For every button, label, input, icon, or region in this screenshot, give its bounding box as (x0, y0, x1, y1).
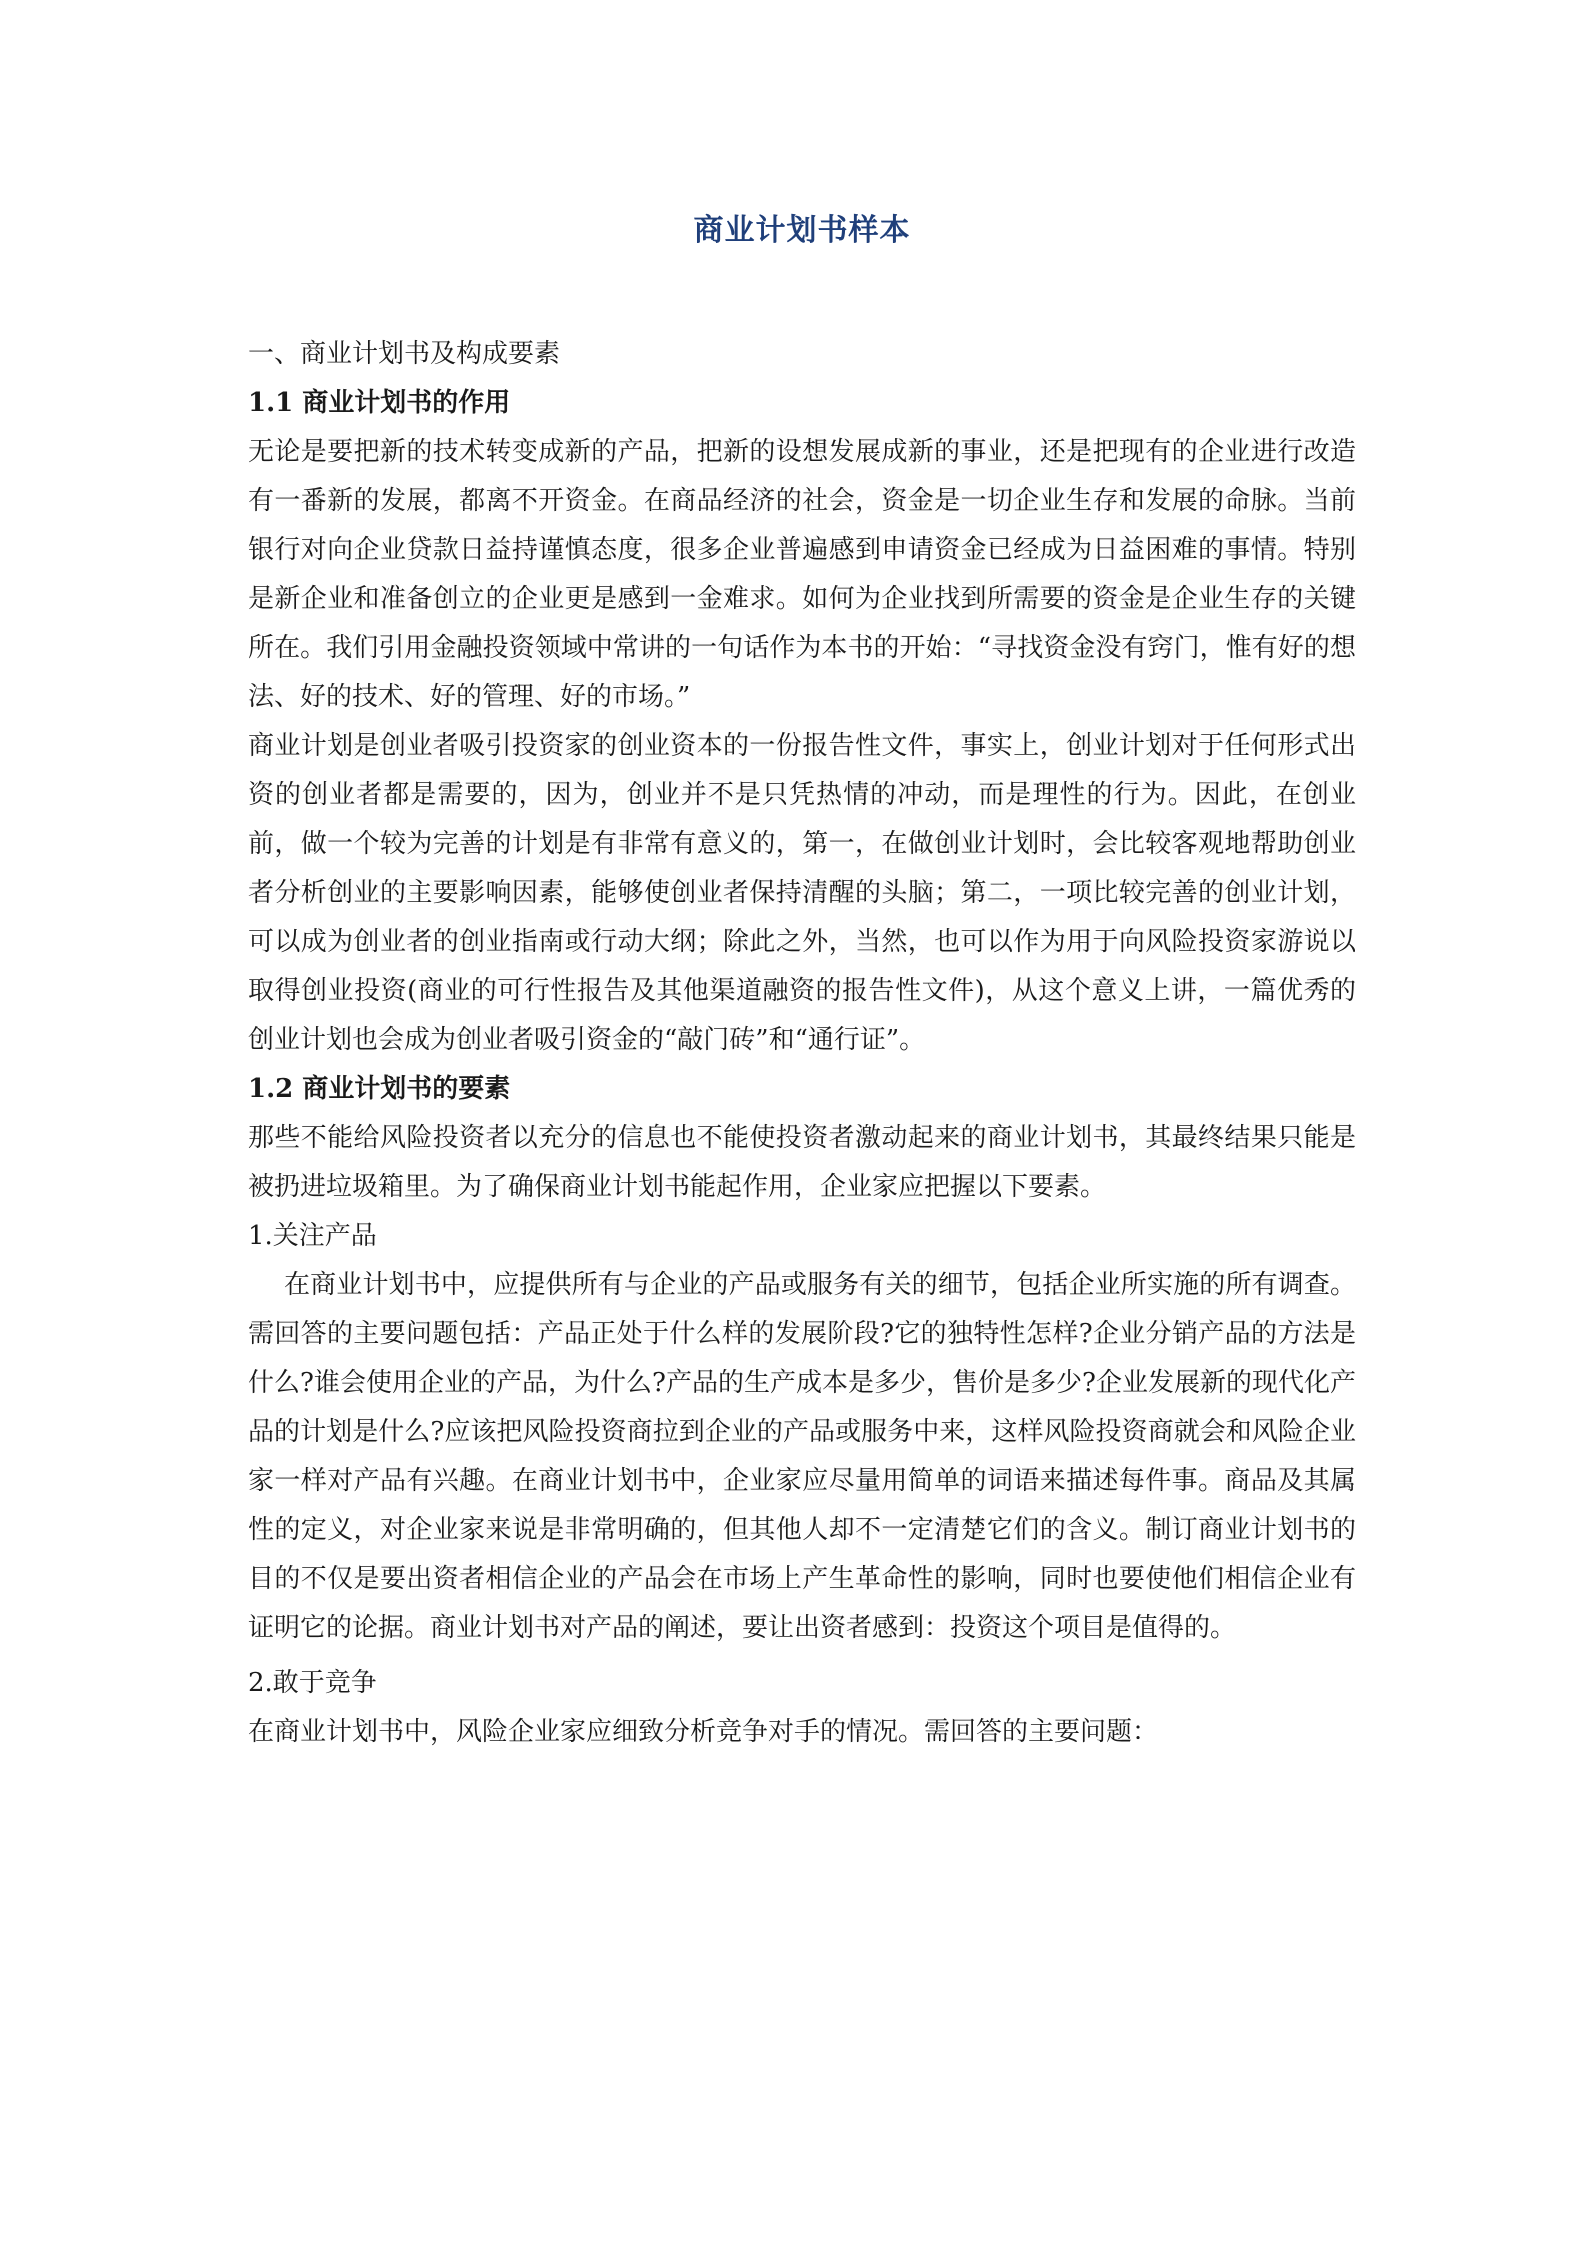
item-heading-1: 1.关注产品 (248, 1221, 377, 1251)
paragraph-item-1: 在商业计划书中，应提供所有与企业的产品或服务有关的细节，包括企业所实施的所有调查。需回答的主要问题包括：产品正处于什么样的发展阶段?它的独特性怎样?企业分销产品的方法是什么?谁会使用企业的产品，为什么?产品的生产成本是多少，售价是多少?企业发展新的现代化产品的计划是什么?应该把风险投资商拉到企业的产品或服务中来，这样风险投资商就会和风险企业家一样对产品有兴趣。在商业计划书中，企业家应尽量用简单的词语来描述每件事。商品及其属性的定义，对企业家来说是非常明确的，但其他人却不一定清楚它们的含义。制订商业计划书的目的不仅是要出资者相信企业的产品会在市场上产生革命性的影响，同时也要使他们相信企业有证明它的论据。商业计划书对产品的阐述，要让出资者感到：投资这个项目是值得的。 (248, 1270, 1356, 1643)
paragraph-item-2: 在商业计划书中，风险企业家应细致分析竞争对手的情况。需回答的主要问题： (248, 1717, 1159, 1747)
paragraph-1-1-a: 无论是要把新的技术转变成新的产品，把新的设想发展成新的事业，还是把现有的企业进行改造有一番新的发展，都离不开资金。在商品经济的社会，资金是一切企业生存和发展的命脉。当前银行对向企业贷款日益持谨慎态度，很多企业普遍感到申请资金已经成为日益困难的事情。特别是新企业和准备创立的企业更是感到一金难求。如何为企业找到所需要的资金是企业生存的关键所在。我们引用金融投资领域中常讲的一句话作为本书的开始：“寻找资金没有窍门，惟有好的想法、好的技术、好的管理、好的市场。” (248, 437, 1356, 712)
paragraph-1-2: 那些不能给风险投资者以充分的信息也不能使投资者激动起来的商业计划书，其最终结果只能是被扔进垃圾箱里。为了确保商业计划书能起作用，企业家应把握以下要素。 (248, 1123, 1356, 1202)
subsection-heading-1-1: 1.1 商业计划书的作用 (248, 388, 511, 418)
subsection-heading-1-2: 1.2 商业计划书的要素 (248, 1074, 511, 1104)
document-body (248, 330, 1356, 1757)
document-title: 商业计划书样本 (693, 213, 911, 248)
paragraph-1-1-b: 商业计划是创业者吸引投资家的创业资本的一份报告性文件，事实上，创业计划对于任何形式出资的创业者都是需要的，因为，创业并不是只凭热情的冲动，而是理性的行为。因此，在创业前，做一个较为完善的计划是有非常有意义的，第一，在做创业计划时，会比较客观地帮助创业者分析创业的主要影响因素，能够使创业者保持清醒的头脑；第二，一项比较完善的创业计划，可以成为创业者的创业指南或行动大纲；除此之外，当然，也可以作为用于向风险投资家游说以取得创业投资(商业的可行性报告及其他渠道融资的报告性文件)，从这个意义上讲，一篇优秀的创业计划也会成为创业者吸引资金的“敲门砖”和“通行证”。 (248, 731, 1356, 1055)
item-heading-2: 2.敢于竞争 (248, 1668, 377, 1698)
section-heading: 一、商业计划书及构成要素 (248, 339, 561, 369)
